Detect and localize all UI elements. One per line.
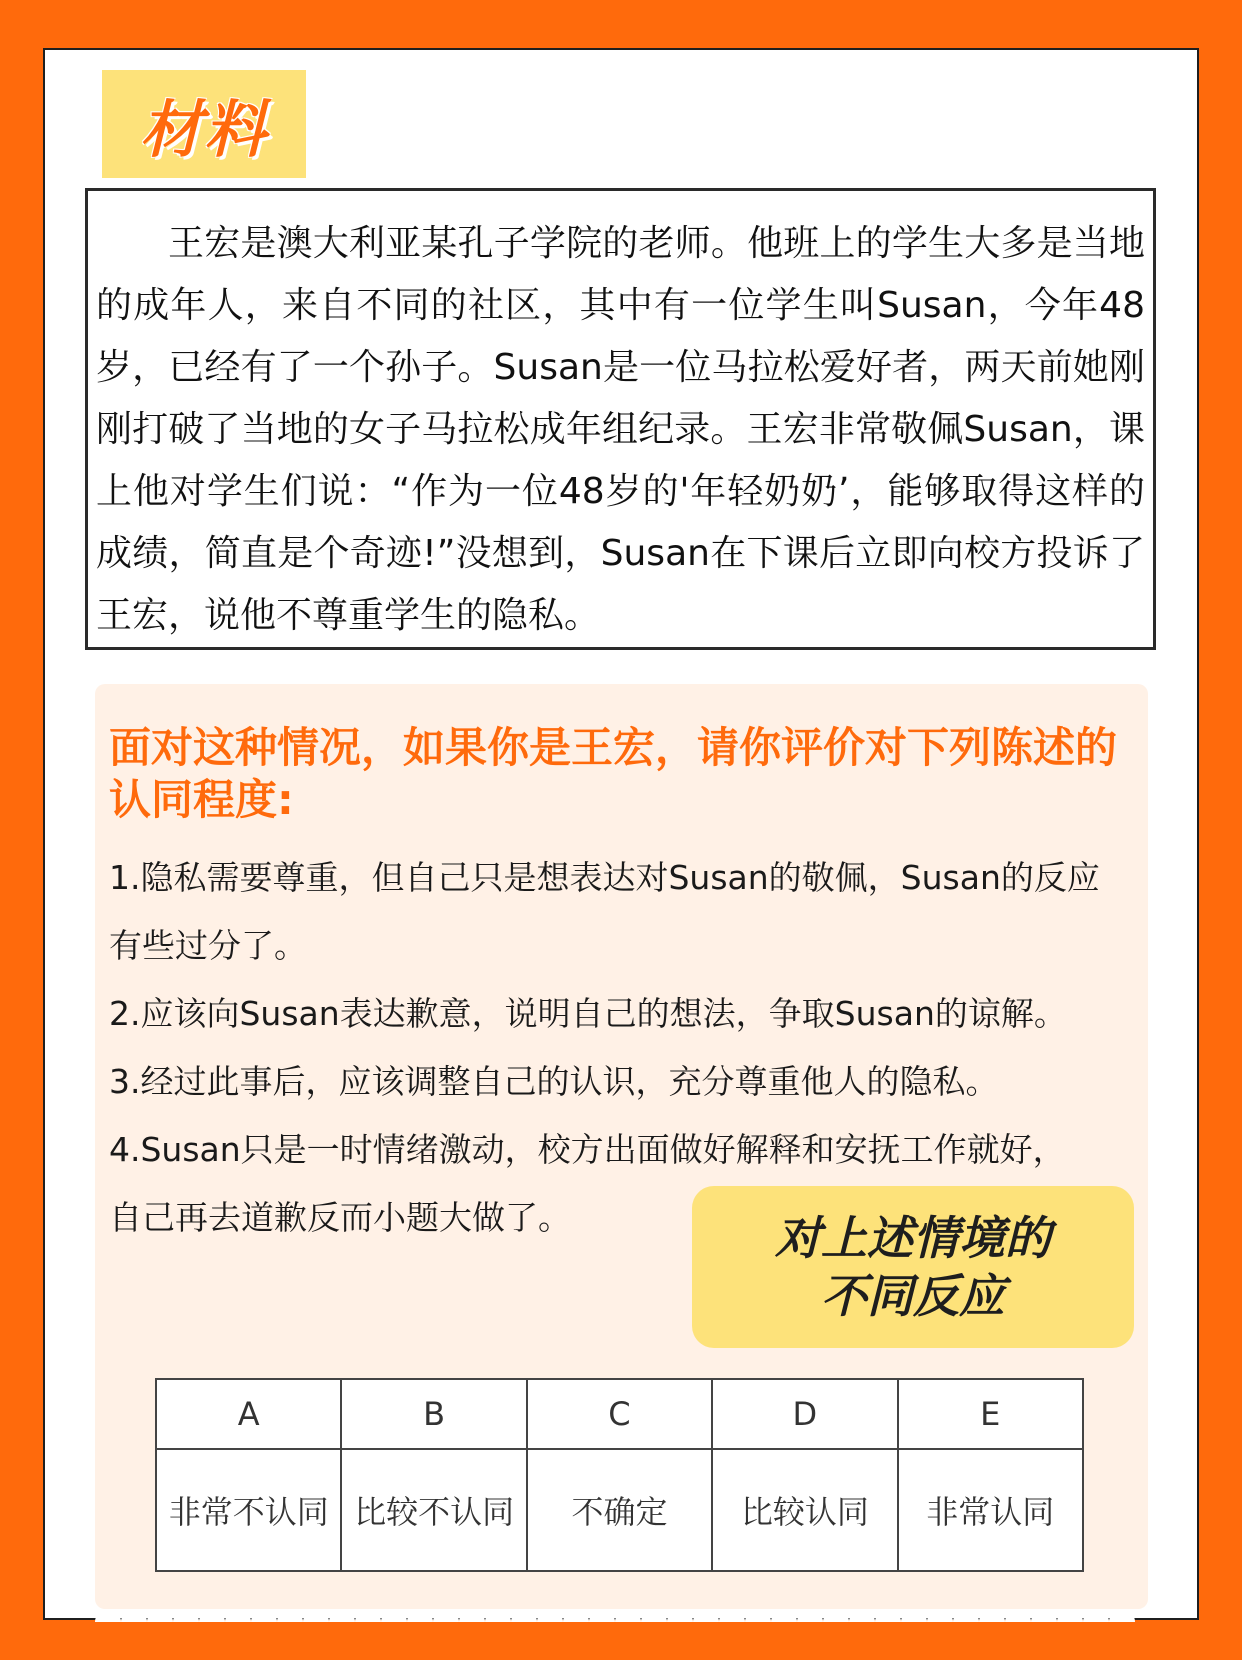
scallop bbox=[173, 671, 199, 684]
scallop bbox=[667, 1609, 693, 1622]
scallop bbox=[1005, 671, 1031, 684]
statement-item: 1.隐私需要尊重，但自己只是想表达对Susan的敬佩，Susan的反应有些过分了。 bbox=[109, 858, 1100, 965]
scallop bbox=[433, 1609, 459, 1622]
scallop bbox=[1057, 671, 1083, 684]
scallop bbox=[1031, 1609, 1057, 1622]
scallop bbox=[303, 1609, 329, 1622]
scale-label: 比较不认同 bbox=[341, 1449, 526, 1571]
scallop bbox=[849, 671, 875, 684]
scallop bbox=[95, 1609, 121, 1622]
scallop bbox=[1083, 671, 1109, 684]
scallop bbox=[433, 671, 459, 684]
scallop bbox=[485, 671, 511, 684]
scale-label-row bbox=[156, 1449, 1083, 1571]
scallop bbox=[719, 1609, 745, 1622]
statement-item-4-line-1: 4.Susan只是一时情绪激动，校方出面做好解释和安抚工作就好， bbox=[109, 1130, 1066, 1169]
scallop bbox=[511, 671, 537, 684]
scallop bbox=[95, 671, 121, 684]
statement-item: 3.经过此事后，应该调整自己的认识，充分尊重他人的隐私。 bbox=[109, 1062, 999, 1101]
scallop bbox=[459, 671, 485, 684]
scallop bbox=[121, 671, 147, 684]
scallop bbox=[225, 671, 251, 684]
scallop bbox=[407, 671, 433, 684]
scallop bbox=[277, 1609, 303, 1622]
scale-letter: E bbox=[898, 1379, 1083, 1449]
scallop bbox=[537, 1609, 563, 1622]
scallop bbox=[485, 1609, 511, 1622]
badge-line-1: 对上述情境的 bbox=[775, 1211, 1051, 1265]
scale-letter: C bbox=[527, 1379, 712, 1449]
scallop bbox=[693, 671, 719, 684]
scallop bbox=[199, 1609, 225, 1622]
scallop bbox=[355, 671, 381, 684]
scallop bbox=[771, 671, 797, 684]
scallop-edge-top bbox=[95, 671, 1148, 697]
scallop bbox=[927, 1609, 953, 1622]
scallop bbox=[121, 1609, 147, 1622]
material-tag bbox=[102, 70, 306, 178]
badge-line-2: 不同反应 bbox=[821, 1269, 1005, 1323]
agreement-scale-table bbox=[155, 1378, 1084, 1572]
scallop bbox=[589, 1609, 615, 1622]
statement-item: 2.应该向Susan表达歉意，说明自己的想法，争取Susan的谅解。 bbox=[109, 994, 1067, 1033]
reaction-badge bbox=[692, 1186, 1134, 1348]
scallop bbox=[823, 1609, 849, 1622]
scale-label: 非常不认同 bbox=[156, 1449, 341, 1571]
scallop bbox=[1031, 671, 1057, 684]
scallop bbox=[355, 1609, 381, 1622]
scallop bbox=[1109, 671, 1135, 684]
scallop bbox=[225, 1609, 251, 1622]
scallop bbox=[381, 1609, 407, 1622]
scallop bbox=[693, 1609, 719, 1622]
question-prompt: 面对这种情况，如果你是王宏，请你评价对下列陈述的认同程度: bbox=[109, 723, 1118, 824]
scallop bbox=[849, 1609, 875, 1622]
scallop-edge-bottom bbox=[95, 1596, 1148, 1622]
scallop bbox=[901, 1609, 927, 1622]
scallop bbox=[1005, 1609, 1031, 1622]
scallop bbox=[537, 671, 563, 684]
material-box bbox=[85, 188, 1156, 650]
scallop bbox=[381, 671, 407, 684]
scallop bbox=[147, 671, 173, 684]
scallop bbox=[329, 671, 355, 684]
scallop bbox=[823, 671, 849, 684]
scallop bbox=[589, 671, 615, 684]
scallop bbox=[563, 671, 589, 684]
scallop bbox=[407, 1609, 433, 1622]
scallop bbox=[251, 1609, 277, 1622]
scallop bbox=[459, 1609, 485, 1622]
scallop bbox=[771, 1609, 797, 1622]
scallop bbox=[199, 671, 225, 684]
scallop bbox=[251, 671, 277, 684]
scallop bbox=[615, 1609, 641, 1622]
scallop bbox=[1057, 1609, 1083, 1622]
scale-letter: B bbox=[341, 1379, 526, 1449]
scallop bbox=[147, 1609, 173, 1622]
statement-item-4-line-2: 自己再去道歉反而小题大做了。 bbox=[109, 1198, 571, 1237]
scallop bbox=[615, 671, 641, 684]
scale-label: 不确定 bbox=[527, 1449, 712, 1571]
scallop bbox=[875, 1609, 901, 1622]
scallop bbox=[277, 671, 303, 684]
scallop bbox=[303, 671, 329, 684]
material-tag-label: 材料 bbox=[139, 92, 268, 166]
scallop bbox=[1083, 1609, 1109, 1622]
scallop bbox=[797, 1609, 823, 1622]
scallop bbox=[719, 671, 745, 684]
scallop bbox=[329, 1609, 355, 1622]
scallop bbox=[641, 1609, 667, 1622]
scale-letter: D bbox=[712, 1379, 897, 1449]
scallop bbox=[745, 1609, 771, 1622]
scallop bbox=[927, 671, 953, 684]
scallop bbox=[563, 1609, 589, 1622]
question-card bbox=[95, 684, 1148, 1609]
scallop bbox=[979, 671, 1005, 684]
scallop bbox=[173, 1609, 199, 1622]
scallop bbox=[1109, 1609, 1135, 1622]
scallop bbox=[745, 671, 771, 684]
scallop bbox=[667, 671, 693, 684]
scale-label: 非常认同 bbox=[898, 1449, 1083, 1571]
scallop bbox=[511, 1609, 537, 1622]
scale-letter: A bbox=[156, 1379, 341, 1449]
scallop bbox=[641, 671, 667, 684]
scale-letter-row bbox=[156, 1379, 1083, 1449]
scallop bbox=[875, 671, 901, 684]
scallop bbox=[979, 1609, 1005, 1622]
scallop bbox=[953, 671, 979, 684]
scallop bbox=[901, 671, 927, 684]
scallop bbox=[953, 1609, 979, 1622]
material-text: 王宏是澳大利亚某孔子学院的老师。他班上的学生大多是当地的成年人，来自不同的社区，其中有一位学生叫Susan，今年48岁，已经有了一个孙子。Susan是一位马拉松爱好者，两天前她刚刚打破了当地的女子马拉松成年组纪录。王宏非常敬佩Susan，课上他对学生们说：“作为一位48岁的'年轻奶奶’，能够取得这样的成绩，简直是个奇迹!”没想到，Susan在下课后立即向校方投诉了王宏，说他不尊重学生的隐私。 bbox=[96, 223, 1145, 636]
scallop bbox=[797, 671, 823, 684]
scale-label: 比较认同 bbox=[712, 1449, 897, 1571]
